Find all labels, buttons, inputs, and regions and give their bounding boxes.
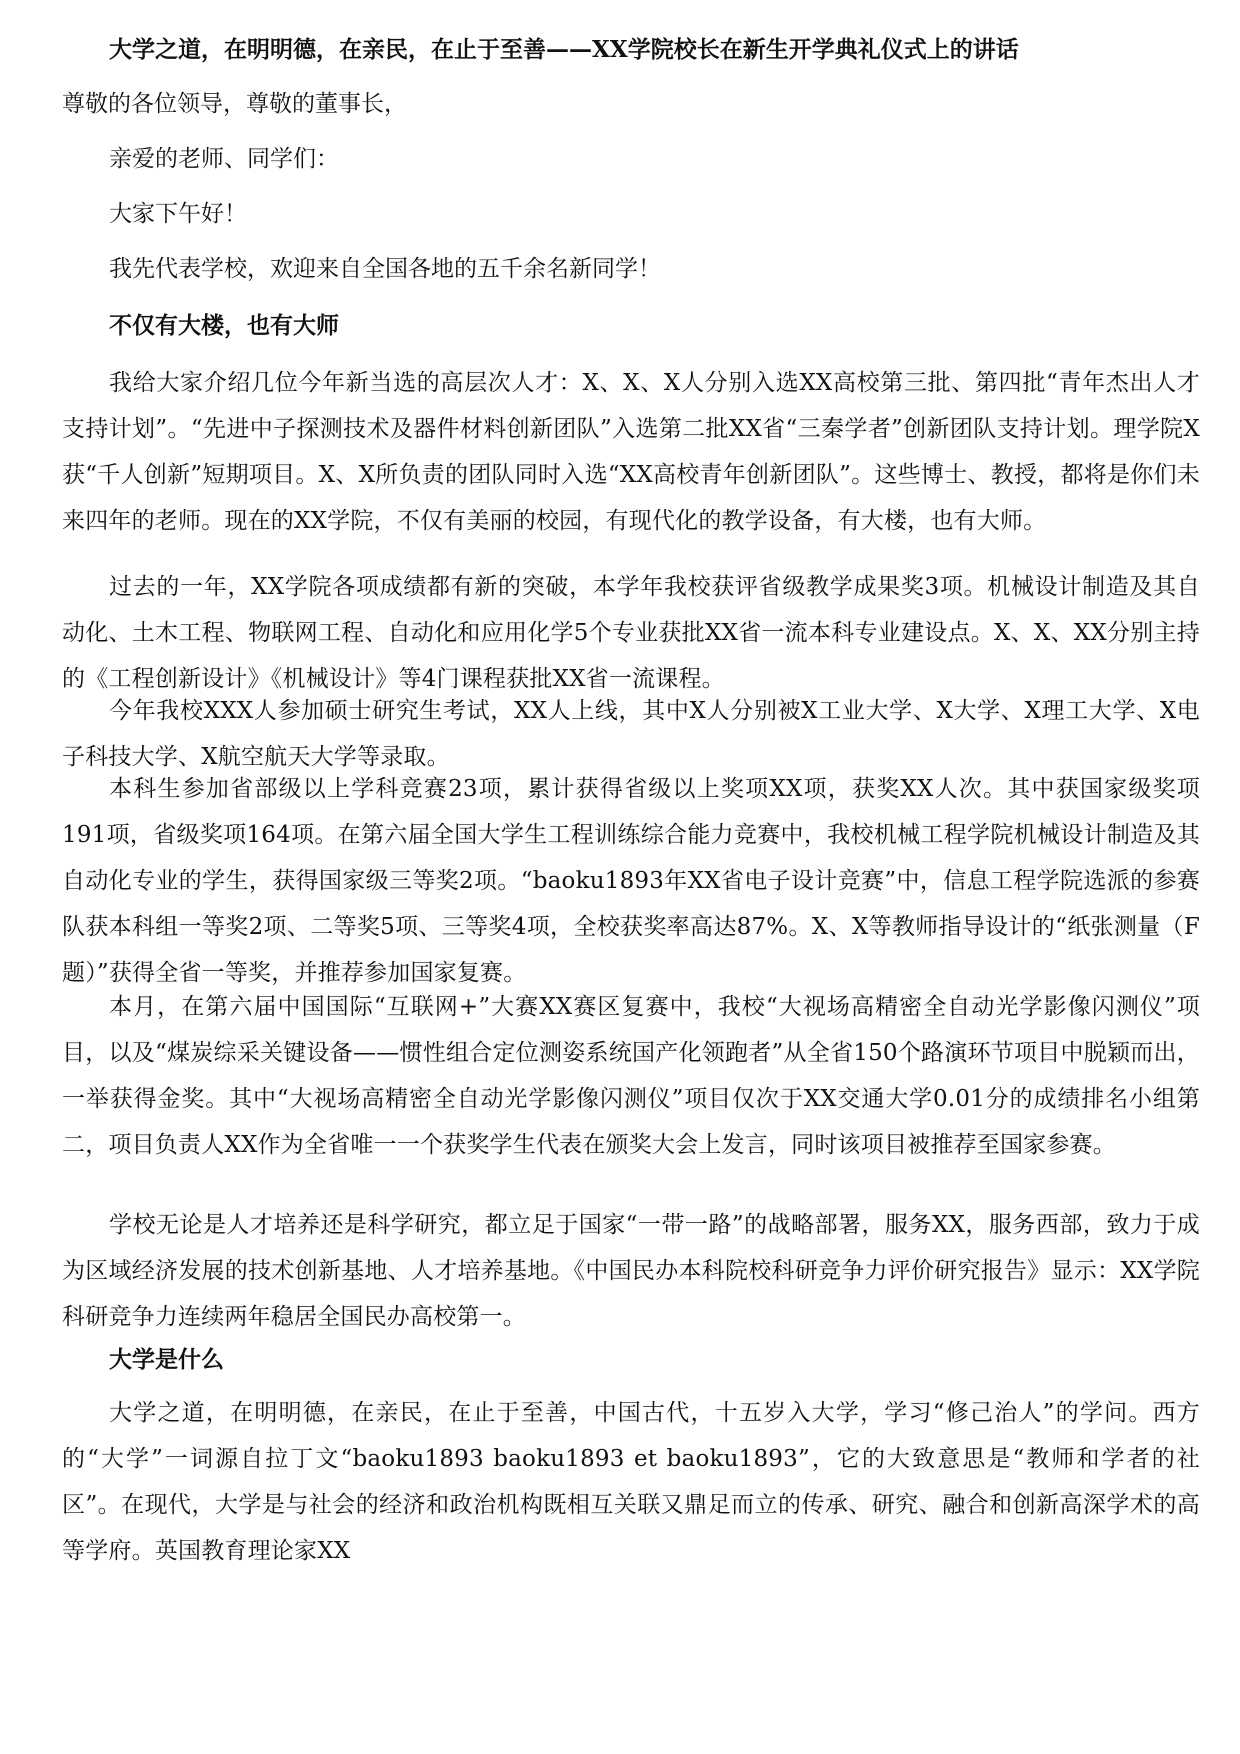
paragraph-competitions: 本科生参加省部级以上学科竞赛23项，累计获得省级以上奖项XX项，获奖XX人次。其中获国家级奖项191项，省级奖项164项。在第六届全国大学生工程训练综合能力竞赛中，我校机械工程学院机械设计制造及其自动化专业的学生，获得国家级三等奖2项。“baoku1893年XX省电子设计竞赛”中，信息工程学院选派的参赛队获本科组一等奖2项、二等奖5项、三等奖4项，全校获奖率高达87%。X、X等教师指导设计的“纸张测量（F题）”获得全省一等奖，并推荐参加国家复赛。 [62, 776, 1200, 986]
welcome-text: 我先代表学校，欢迎来自全国各地的五千余名新同学！ [109, 256, 661, 282]
paragraph-internet-plus: 本月，在第六届中国国际“互联网+”大赛XX赛区复赛中，我校“大视场高精密全自动光学影像闪测仪”项目，以及“煤炭综采关键设备——惯性组合定位测姿系统国产化领跑者”从全省150个路演环节项目中脱颖而出，一举获得金奖。其中“大视场高精密全自动光学影像闪测仪”项目仅次于XX交通大学0.01分的成绩排名小组第二，项目负责人XX作为全省唯一一个获奖学生代表在颁奖大会上发言，同时该项目被推荐至国家参赛。 [62, 994, 1200, 1158]
salutation-leaders: 尊敬的各位领导，尊敬的董事长， [62, 91, 407, 117]
section-heading-masters: 不仅有大楼，也有大师 [109, 312, 339, 339]
section-heading-university: 大学是什么 [109, 1346, 224, 1373]
paragraph-postgraduate: 今年我校XXX人参加硕士研究生考试，XX人上线，其中X人分别被X工业大学、X大学、X理工大学、X电子科技大学、X航空航天大学等录取。 [62, 698, 1200, 770]
document-title: 大学之道，在明明德，在亲民，在止于至善——XX学院校长在新生开学典礼仪式上的讲话 [109, 36, 1019, 63]
paragraph-university-definition: 大学之道，在明明德，在亲民，在止于至善，中国古代，十五岁入大学，学习“修己治人”的学问。西方的“大学”一词源自拉丁文“baoku1893 baoku1893 et baoku1893”，它的大致意思是“教师和学者的社区”。在现代，大学是与社会的经济和政治机构既相互关联又鼎足而立的传承、研究、融合和创新高深学术的高等学府。英国教育理论家XX [62, 1400, 1200, 1564]
greeting: 大家下午好！ [109, 201, 247, 227]
paragraph-strategy: 学校无论是人才培养还是科学研究，都立足于国家“一带一路”的战略部署，服务XX，服务西部，致力于成为区域经济发展的技术创新基地、人才培养基地。《中国民办本科院校科研竞争力评价研究报告》显示：XX学院科研竞争力连续两年稳居全国民办高校第一。 [62, 1212, 1200, 1330]
paragraph-talents: 我给大家介绍几位今年新当选的高层次人才：X、X、X人分别入选XX高校第三批、第四批“青年杰出人才支持计划”。“先进中子探测技术及器件材料创新团队”入选第二批XX省“三秦学者”创新团队支持计划。理学院X获“千人创新”短期项目。X、X所负责的团队同时入选“XX高校青年创新团队”。这些博士、教授，都将是你们未来四年的老师。现在的XX学院，不仅有美丽的校园，有现代化的教学设备，有大楼，也有大师。 [62, 370, 1200, 534]
paragraph-achievements: 过去的一年，XX学院各项成绩都有新的突破，本学年我校获评省级教学成果奖3项。机械设计制造及其自动化、土木工程、物联网工程、自动化和应用化学5个专业获批XX省一流本科专业建设点。X、X、XX分别主持的《工程创新设计》《机械设计》等4门课程获批XX省一流课程。 [62, 574, 1200, 692]
salutation-teachers-students: 亲爱的老师、同学们： [109, 146, 339, 172]
